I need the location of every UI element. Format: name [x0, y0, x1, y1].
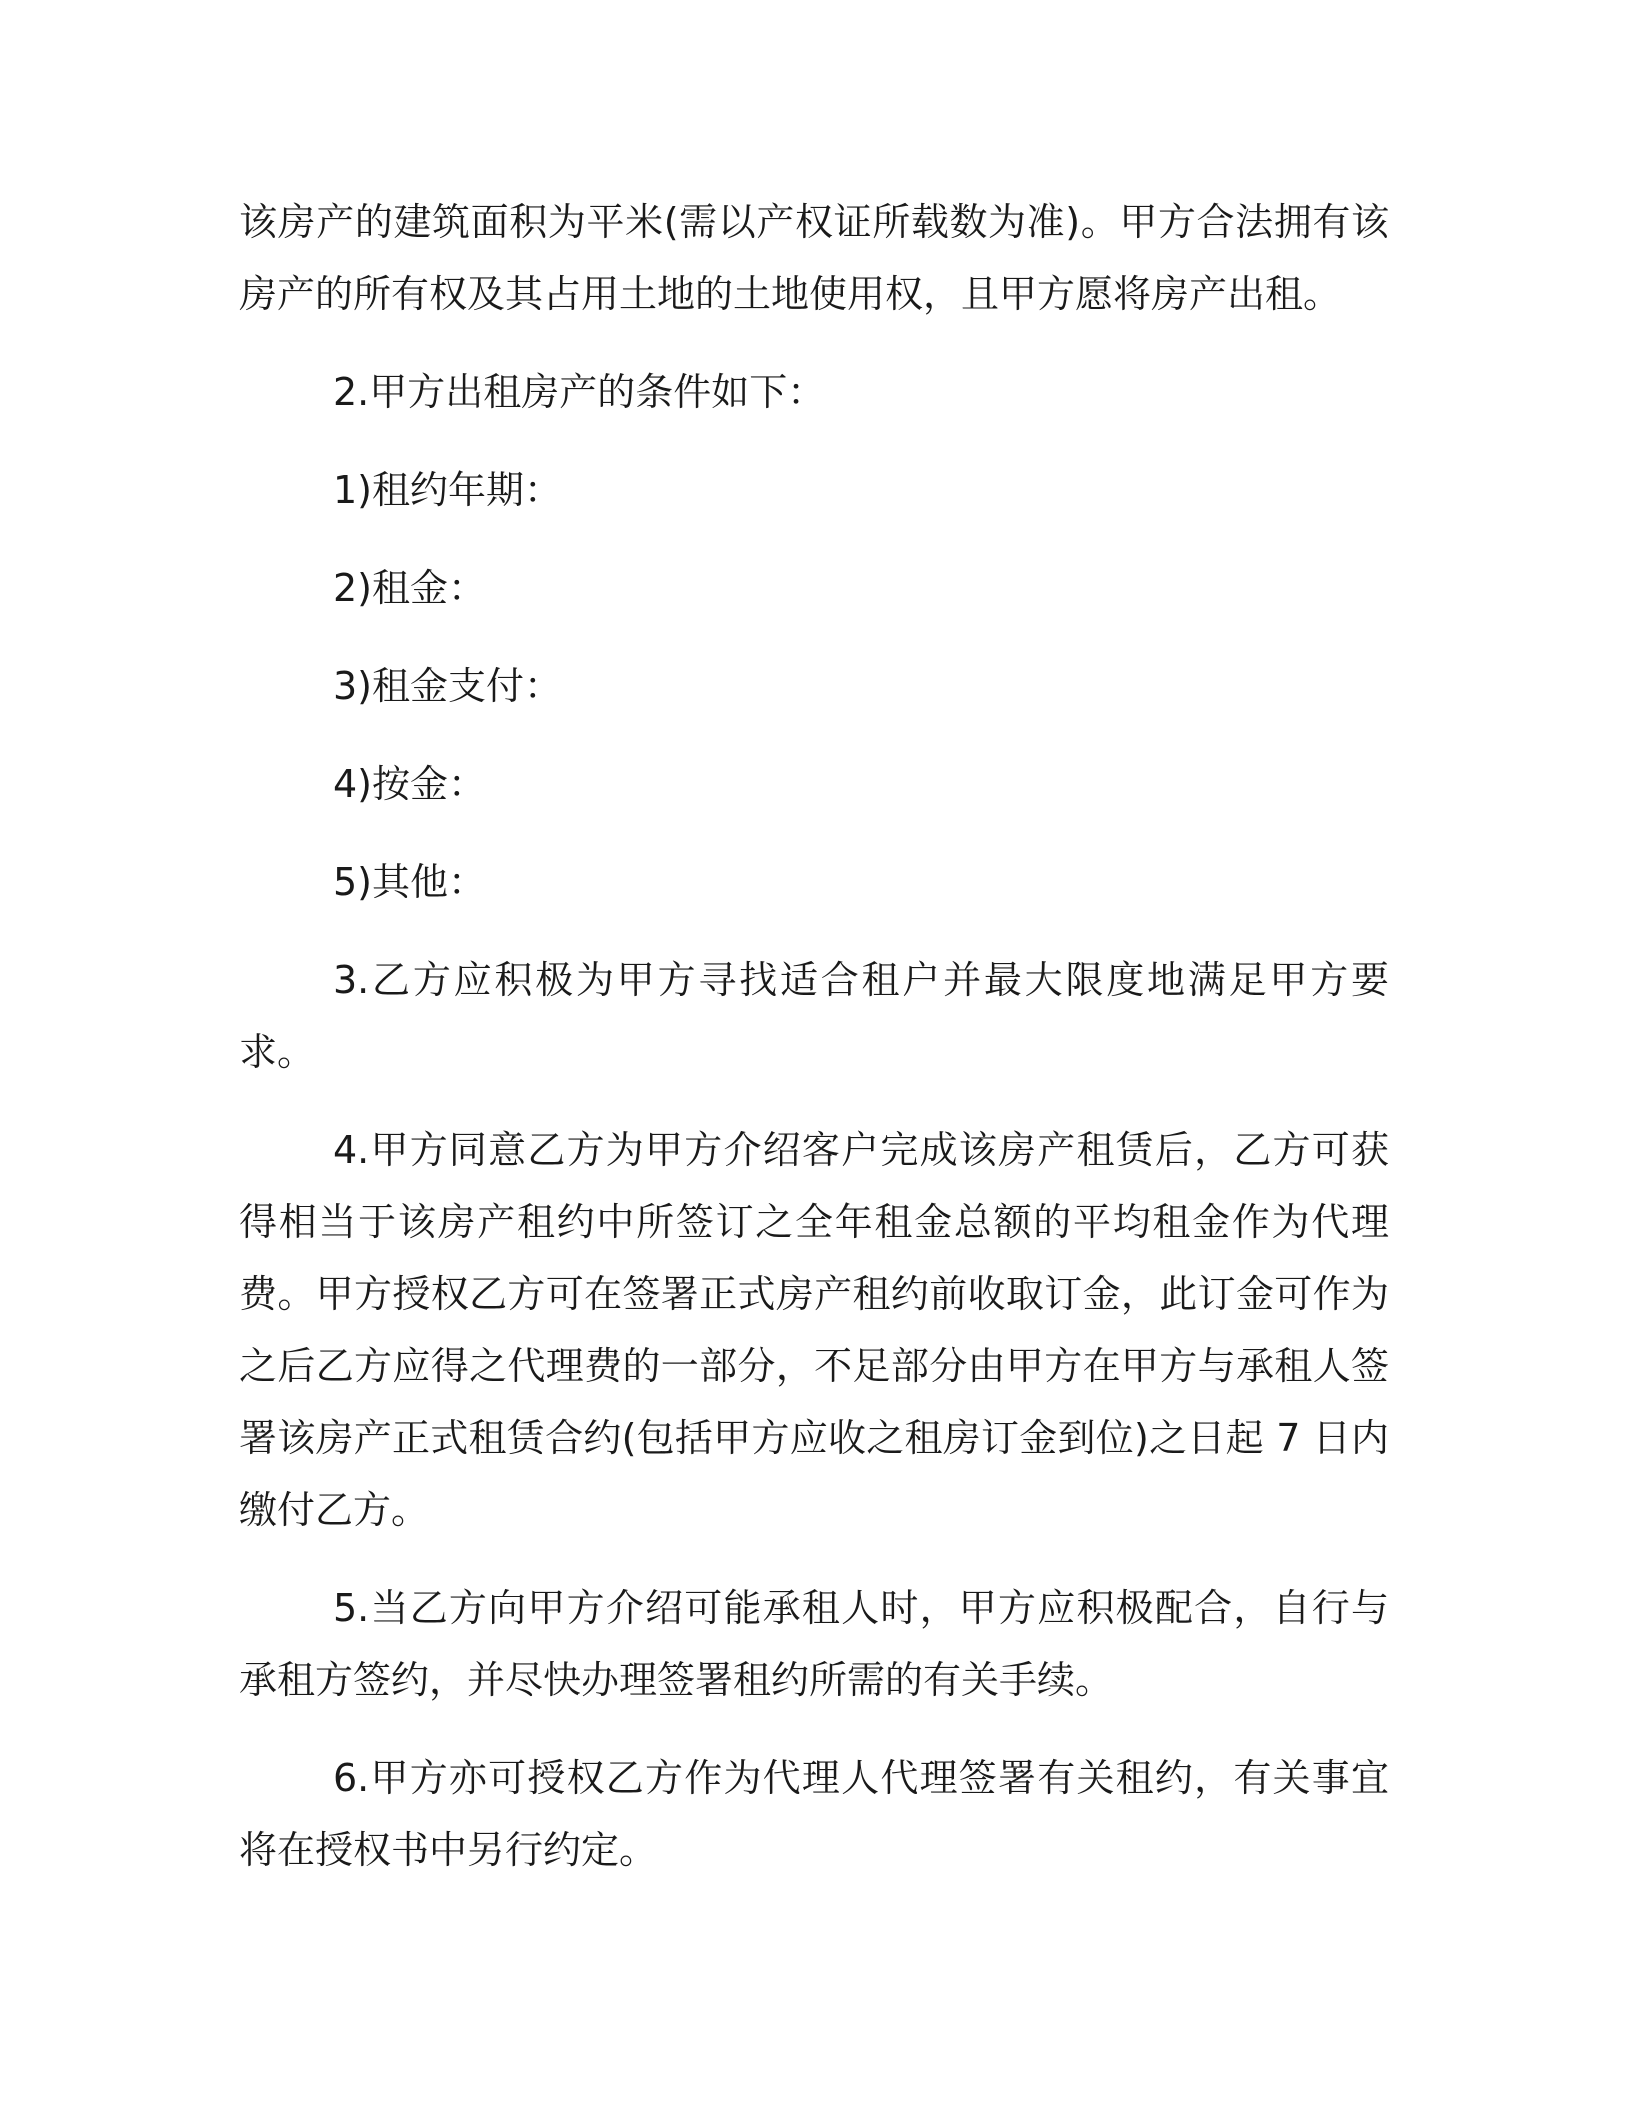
contract-body: [239, 186, 1389, 1886]
list-item-other: 5)其他：: [333, 860, 487, 904]
paragraph-area-ownership: 该房产的建筑面积为平米(需以产权证所载数为准)。甲方合法拥有该房产的所有权及其占用土地的土地使用权，且甲方愿将房产出租。: [239, 200, 1389, 316]
list-item-deposit: 4)按金：: [333, 762, 487, 806]
paragraph-clause-5: 5.当乙方向甲方介绍可能承租人时，甲方应积极配合，自行与承租方签约，并尽快办理签署租约所需的有关手续。: [239, 1586, 1389, 1702]
paragraph-clause-3: 3.乙方应积极为甲方寻找适合租户并最大限度地满足甲方要求。: [239, 958, 1389, 1074]
list-item-rent: 2)租金：: [333, 566, 487, 610]
paragraph-clause-6: 6.甲方亦可授权乙方作为代理人代理签署有关租约，有关事宜将在授权书中另行约定。: [239, 1756, 1389, 1872]
paragraph-clause-2: 2.甲方出租房产的条件如下：: [333, 370, 826, 414]
list-item-lease-term: 1)租约年期：: [333, 468, 563, 512]
paragraph-clause-4: 4.甲方同意乙方为甲方介绍客户完成该房产租赁后，乙方可获得相当于该房产租约中所签订之全年租金总额的平均租金作为代理费。甲方授权乙方可在签署正式房产租约前收取订金，此订金可作为之后乙方应得之代理费的一部分，不足部分由甲方在甲方与承租人签署该房产正式租赁合约(包括甲方应收之租房订金到位)之日起 7 日内缴付乙方。: [239, 1128, 1389, 1532]
list-item-rent-payment: 3)租金支付：: [333, 664, 563, 708]
